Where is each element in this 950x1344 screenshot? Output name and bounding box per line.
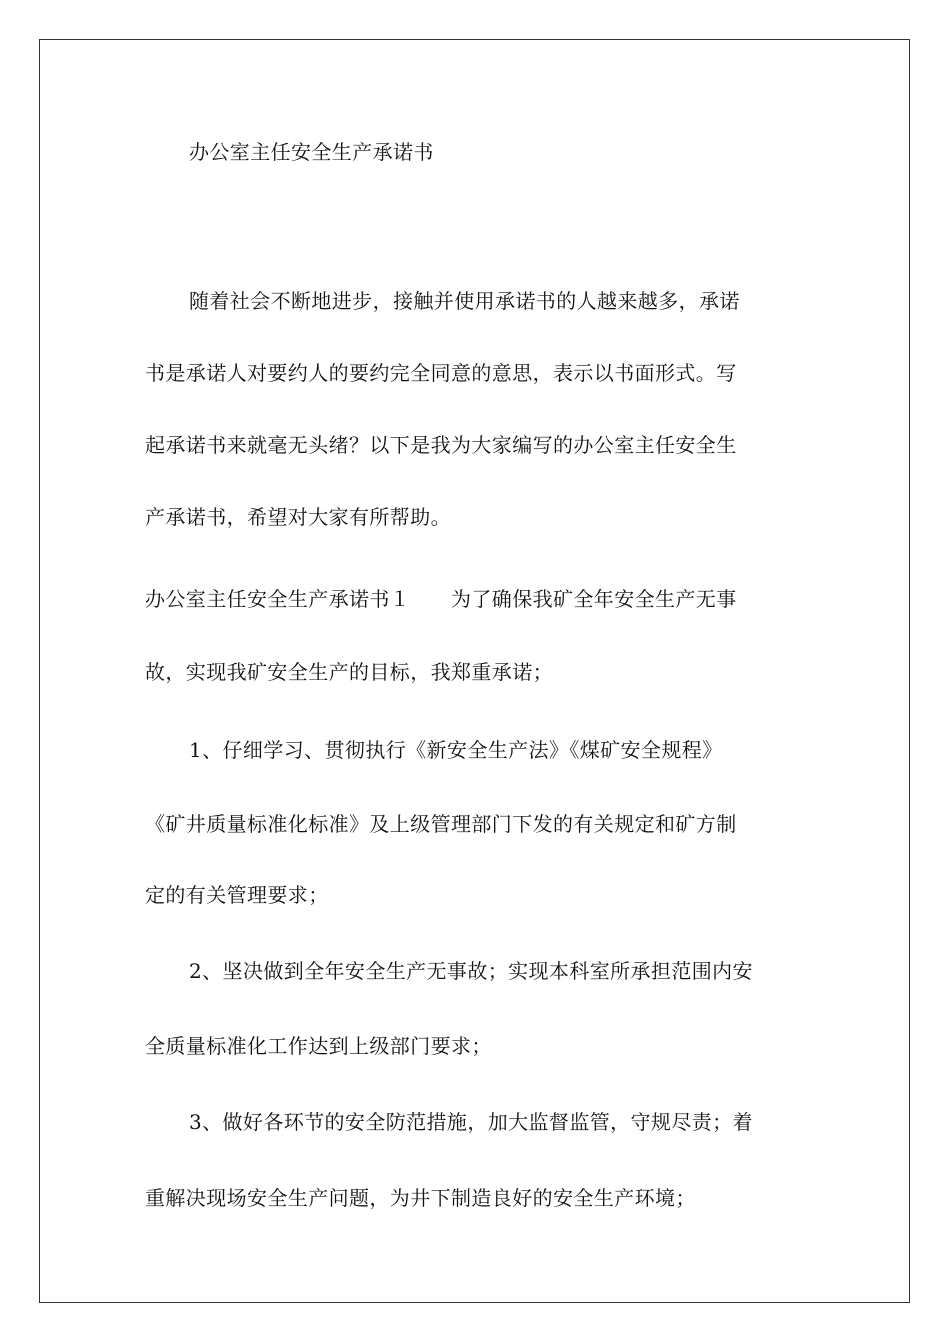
- paragraph-line: 故，实现我矿安全生产的目标，我郑重承诺；: [145, 660, 553, 684]
- section-heading-line: 办公室主任安全生产承诺书１ 为了确保我矿全年安全生产无事: [145, 587, 737, 611]
- paragraph-line: 《矿井质量标准化标准》及上级管理部门下发的有关规定和矿方制: [145, 812, 737, 836]
- paragraph-line: 起承诺书来就毫无头绪？以下是我为大家编写的办公室主任安全生: [145, 433, 737, 457]
- paragraph-line: 定的有关管理要求；: [145, 883, 329, 907]
- paragraph-line: 重解决现场安全生产问题，为井下制造良好的安全生产环境；: [145, 1186, 696, 1210]
- paragraph-line: 书是承诺人对要约人的要约完全同意的意思，表示以书面形式。写: [145, 361, 737, 385]
- paragraph-line: 产承诺书，希望对大家有所帮助。: [145, 505, 451, 529]
- list-item-1: 1、仔细学习、贯彻执行《新安全生产法》《煤矿安全规程》: [189, 738, 723, 762]
- paragraph-line: 随着社会不断地进步，接触并使用承诺书的人越来越多，承诺: [189, 289, 740, 313]
- document-title: 办公室主任安全生产承诺书: [189, 140, 434, 164]
- paragraph-line: 全质量标准化工作达到上级部门要求；: [145, 1034, 492, 1058]
- list-item-2: 2、坚决做到全年安全生产无事故；实现本科室所承担范围内安: [189, 959, 753, 983]
- list-item-3: 3、做好各环节的安全防范措施，加大监督监管，守规尽责；着: [189, 1110, 753, 1134]
